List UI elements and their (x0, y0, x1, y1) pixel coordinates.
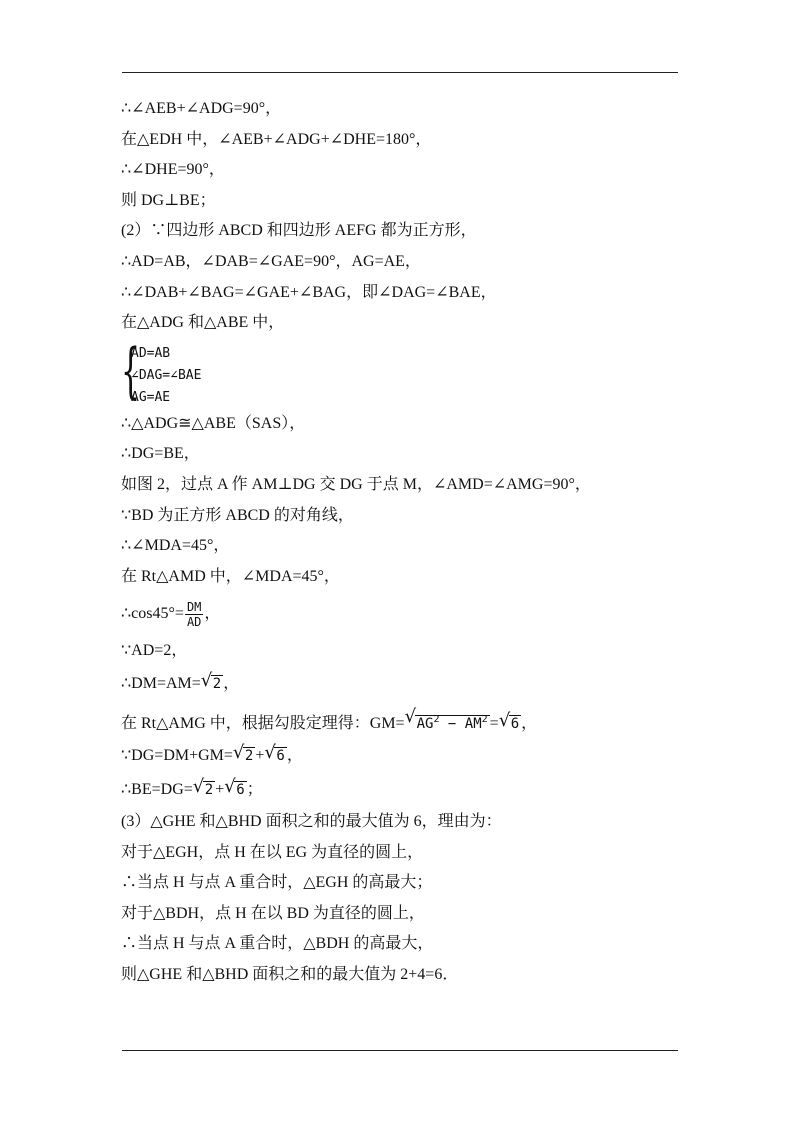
system-row: ∠DAG=∠BAE (131, 367, 202, 383)
equation-text: ∵DG=DM+GM= (121, 746, 233, 764)
radicand: 2 (244, 747, 254, 764)
be-equation (121, 773, 681, 807)
footer-rule (122, 1050, 678, 1051)
text-line: ∴△ADG≅△ABE（SAS）， (121, 414, 306, 432)
text-line: ∴当点 H 与点 A 重合时，△BDH 的高最大， (121, 935, 434, 953)
equation-text: ∴BE=DG= (121, 780, 193, 798)
text-line: 在△EDH 中，∠AEB+∠ADG+∠DHE=180°， (121, 130, 432, 148)
denominator: AD (186, 615, 202, 630)
square-root: √ 2 (200, 669, 222, 692)
gm-equation (121, 701, 681, 739)
radicand: 2 (204, 781, 214, 798)
equation-text: ， (286, 746, 303, 764)
text-line: 则 DG⊥BE； (121, 191, 216, 209)
solution-text (121, 94, 681, 990)
square-root: √ 6 (264, 741, 285, 764)
equation-text: ∴cos45°= (121, 605, 184, 623)
text-line: ∵AD=2， (121, 642, 188, 660)
system-row: AG=AE (131, 389, 171, 405)
square-root: √ 2 (232, 741, 254, 764)
system-row: AD=AB (131, 345, 171, 361)
operator: + (215, 780, 225, 798)
text-line: 对于△BDH，点 H 在以 BD 为直径的圆上， (121, 904, 425, 922)
operator: = (489, 714, 499, 732)
numerator: DM (186, 600, 202, 615)
text-line: ∴∠DAB+∠BAG=∠GAE+∠BAG，即∠DAG=∠BAE， (121, 283, 497, 301)
cos-equation (121, 592, 681, 636)
radicand: 6 (510, 715, 520, 732)
operator: + (255, 746, 265, 764)
radicand: 2 (212, 675, 222, 692)
equation-text: ， (223, 674, 240, 692)
square-root: √ 6 (224, 775, 245, 798)
header-rule (122, 72, 678, 73)
text-line: 在△ADG 和△ABE 中， (121, 314, 285, 332)
text-line: ∴∠MDA=45°， (121, 537, 230, 555)
text-line: 对于△EGH，点 H 在以 EG 为直径的圆上， (121, 843, 424, 861)
dm-equation (121, 667, 681, 701)
equation-system (121, 335, 681, 407)
exponent: 2 (433, 713, 440, 725)
equation-text: ， (204, 605, 221, 623)
radicand: 6 (236, 781, 245, 798)
equation-text: ∴DM=AM= (121, 674, 201, 692)
square-root: √ 6 (498, 709, 520, 732)
text-line: ∴DG=BE， (121, 445, 200, 463)
dg-equation (121, 739, 681, 773)
fraction (185, 600, 203, 629)
equation-text: 在 Rt△AMG 中，根据勾股定理得：GM= (121, 714, 405, 732)
text-line: (3）△GHE 和△BHD 面积之和的最大值为 6，理由为： (121, 812, 502, 830)
equation-text: ； (246, 780, 263, 798)
left-brace: { (121, 335, 141, 406)
operator: − (439, 715, 465, 732)
text-line: (2）∵四边形 ABCD 和四边形 AEFG 都为正方形， (121, 222, 477, 240)
text-line: 如图 2，过点 A 作 AM⊥DG 交 DG 于点 M，∠AMD=∠AMG=90°， (121, 475, 591, 493)
text-line: ∴当点 H 与点 A 重合时，△EGH 的高最大； (121, 874, 433, 892)
text-line: 在 Rt△AMD 中，∠MDA=45°， (121, 567, 340, 585)
radicand: AM (464, 715, 482, 732)
radicand: 6 (276, 747, 285, 764)
exponent: 2 (481, 713, 488, 725)
equation-text: ， (521, 714, 538, 732)
radicand: AG (416, 715, 434, 732)
text-line: ∴∠DHE=90°， (121, 161, 225, 179)
text-line: ∵BD 为正方形 ABCD 的对角线， (121, 506, 354, 524)
text-line: ∴AD=AB，∠DAB=∠GAE=90°，AG=AE， (121, 252, 421, 270)
square-root: √ 2 (192, 775, 214, 798)
text-line: 则△GHE 和△BHD 面积之和的最大值为 2+4=6． (121, 965, 459, 983)
square-root: √ $AG^2 - AM^2$ (404, 705, 488, 732)
text-line: ∴∠AEB+∠ADG=90°， (121, 100, 282, 117)
